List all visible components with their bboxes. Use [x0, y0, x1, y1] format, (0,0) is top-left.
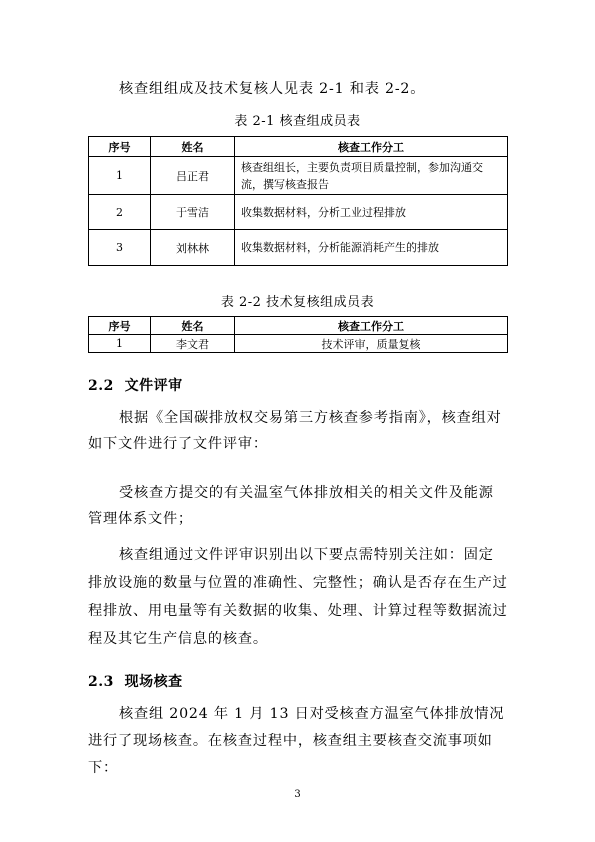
table-header-row — [89, 317, 508, 335]
column-header-duty: 核查工作分工 — [235, 137, 508, 157]
paragraph: 核查组 2024 年 1 月 13 日对受核查方温室气体排放情况进行了现场核查。在核查过程中，核查组主要核查交流事项如下： — [88, 706, 505, 776]
table-row — [89, 335, 508, 353]
section-number: 2.3 — [88, 674, 114, 690]
table-row — [89, 230, 508, 266]
section-number: 2.2 — [88, 378, 114, 394]
section-heading-2-2 — [88, 375, 183, 395]
paragraph: 根据《全国碳排放权交易第三方核查参考指南》，核查组对如下文件进行了文件评审： — [88, 410, 502, 452]
row-index: 2 — [89, 195, 151, 230]
intro-text: 核查组组成及技术复核人见表 2-1 和表 2-2。 — [119, 81, 426, 97]
column-header-duty: 核查工作分工 — [235, 317, 508, 335]
table2-caption: 表 2-2 技术复核组成员表 — [220, 295, 375, 310]
member-duty: 核查组组长，主要负责项目质量控制，参加沟通交流，撰写核查报告 — [235, 157, 508, 195]
review-team-table — [88, 316, 508, 353]
row-index: 3 — [89, 230, 151, 266]
member-name: 吕正君 — [151, 157, 235, 195]
member-duty: 收集数据材料，分析能源消耗产生的排放 — [235, 230, 508, 266]
member-name: 刘林林 — [151, 230, 235, 266]
column-header-index: 序号 — [89, 317, 151, 335]
page-number: 3 — [294, 789, 301, 800]
table-row — [89, 157, 508, 195]
paragraph: 受核查方提交的有关温室气体排放相关的相关文件及能源管理体系文件； — [88, 485, 494, 527]
section-title: 文件评审 — [124, 378, 183, 394]
table-header-row — [89, 137, 508, 157]
member-duty: 技术评审，质量复核 — [235, 335, 508, 353]
row-index: 1 — [89, 157, 151, 195]
column-header-name: 姓名 — [151, 317, 235, 335]
paragraph: 核查组通过文件评审识别出以下要点需特别关注如：固定排放设施的数量与位置的准确性、完整性；确认是否存在生产过程排放、用电量等有关数据的收集、处理、计算过程等数据流过程及其它生产信息的核查。 — [88, 547, 508, 647]
table1-caption: 表 2-1 核查组成员表 — [234, 114, 361, 129]
column-header-index: 序号 — [89, 137, 151, 157]
member-duty: 收集数据材料，分析工业过程排放 — [235, 195, 508, 230]
member-name: 于雪洁 — [151, 195, 235, 230]
section-title: 现场核查 — [124, 674, 183, 690]
section-heading-2-3 — [88, 671, 183, 691]
table-row — [89, 195, 508, 230]
column-header-name: 姓名 — [151, 137, 235, 157]
member-name: 李文君 — [151, 335, 235, 353]
team-members-table — [88, 136, 508, 266]
row-index: 1 — [89, 335, 151, 353]
